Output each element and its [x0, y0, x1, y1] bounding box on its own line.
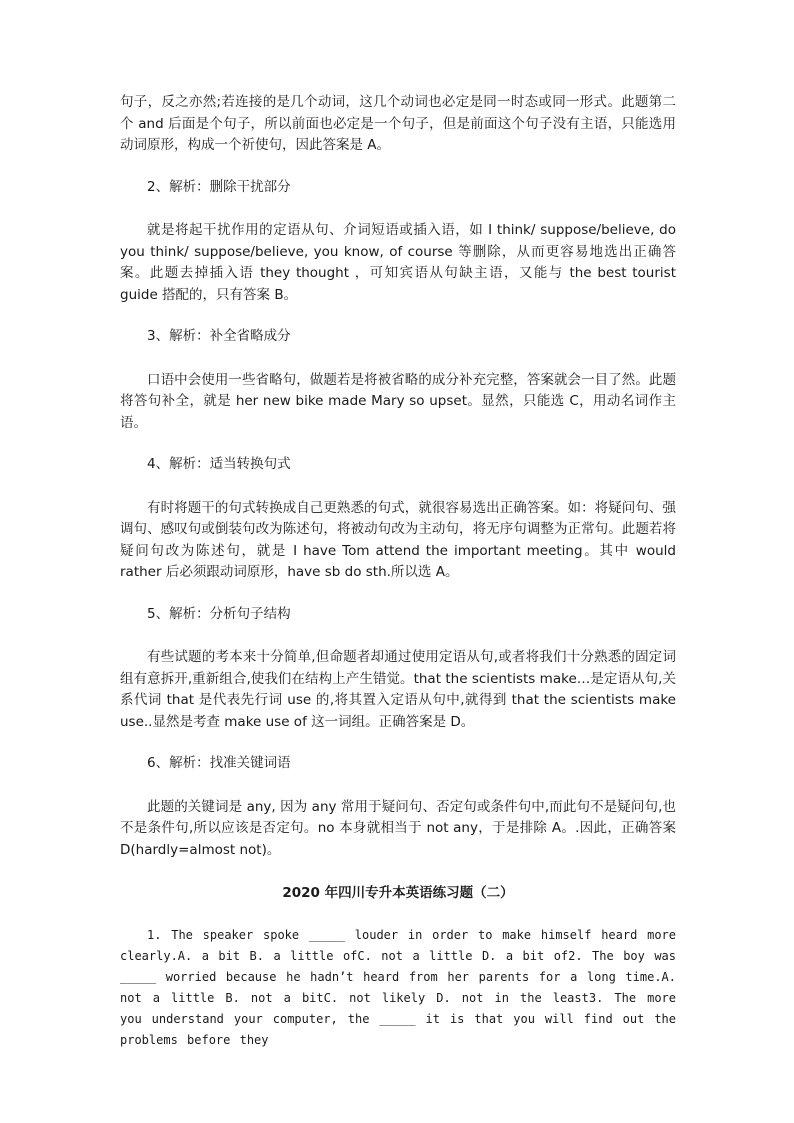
document-body: [120, 92, 676, 1051]
section-heading-3: 3、解析：补全省略成分: [147, 328, 291, 344]
section-heading-6: 6、解析：找准关键词语: [147, 755, 291, 771]
section-heading-2: 2、解析：删除干扰部分: [147, 178, 291, 195]
section-body-4: 有时将题干的句式转换成自己更熟悉的句式，就很容易选出正确答案。如：将疑问句、强调句、感叹句或倒装句改为陈述句，将被动句改为主动句，将无序句调整为正常句。此题若将疑问句改为陈述句，就是 I have Tom attend the important meeting。其中 would rather 后必须跟动词原形，have sb do sth.所以选 A。: [120, 499, 676, 580]
exercise-questions: 1. The speaker spoke _____ louder in order to make himself heard more clearly.A. a bit B. a little ofC. not a little D. a bit of2. The boy was _____ worried because he hadn’t heard from her parents for a long time.A. not a little B. not a bitC. not likely D. not in the least3. The more you understand your computer, the _____ it is that you will find out the problems before they: [120, 927, 676, 1047]
section-body-5: 有些试题的考本来十分简单,但命题者却通过使用定语从句,或者将我们十分熟悉的固定词组有意拆开,重新组合,使我们在结构上产生错觉。that the scientists make…是定语从句,关系代词 that 是代表先行词 use 的,将其置入定语从句中,就得到 that the scientists make use..显然是考查 make use of 这一词组。正确答案是 D。: [120, 649, 676, 730]
section-heading-5: 5、解析：分析句子结构: [147, 605, 291, 622]
intro-paragraph: 句子，反之亦然;若连接的是几个动词，这几个动词也必定是同一时态或同一形式。此题第二个 and 后面是个句子，所以前面也必定是一个句子，但是前面这个句子没有主语，只能选用动词原形，构成一个祈使句，因此答案是 A。: [120, 94, 676, 153]
section-body-6: 此题的关键词是 any, 因为 any 常用于疑问句、否定句或条件句中,而此句不是疑问句,也不是条件句,所以应该是否定句。no 本身就相当于 not any，于是排除 A。.因此，正确答案 D(hardly=almost not)。: [120, 798, 676, 858]
section-body-3: 口语中会使用一些省略句，做题若是将被省略的成分补充完整，答案就会一目了然。此题将答句补全，就是 her new bike made Mary so upset。显然，只能选 C，用动名词作主语。: [120, 371, 676, 431]
section-body-2: 就是将起干扰作用的定语从句、介词短语或插入语，如 I think/ suppose/believe, do you think/ suppose/believe, you know, of course 等删除，从而更容易地选出正确答案。此题去掉插入语 they thought ，可知宾语从句缺主语，又能与 the best tourist guide 搭配的，只有答案 B。: [120, 222, 676, 303]
section-heading-4: 4、解析：适当转换句式: [147, 456, 291, 472]
exercise-title: 2020 年四川专升本英语练习题（二）: [282, 885, 514, 901]
